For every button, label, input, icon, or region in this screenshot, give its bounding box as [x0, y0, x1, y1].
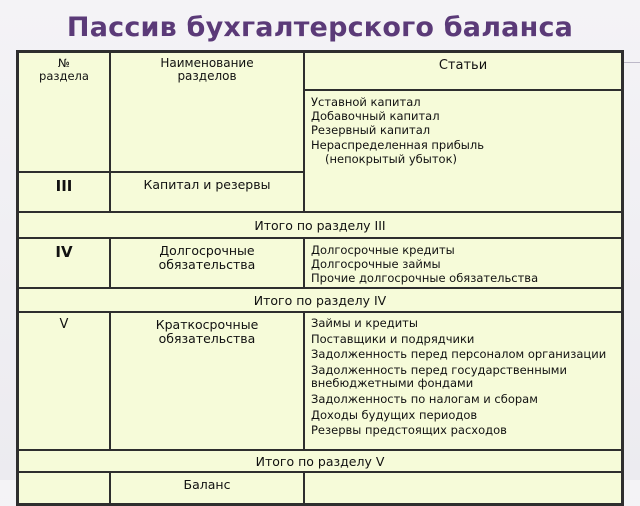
list-item: Долгосрочные займы — [311, 257, 441, 272]
header-section-number — [18, 52, 110, 172]
final-number — [18, 472, 110, 504]
final-name: Баланс — [110, 472, 304, 504]
list-item: Нераспределенная прибыль — [311, 137, 484, 152]
section-v-name-line1: Краткосрочные — [155, 317, 259, 332]
section-iv-name — [110, 238, 304, 288]
header-number-sign: № — [58, 56, 70, 70]
list-item: Долгосрочные кредиты — [311, 243, 455, 257]
list-item: Резервы предстоящих расходов — [311, 423, 507, 438]
section-row-v — [18, 312, 622, 450]
header-section-name — [110, 52, 304, 172]
list-item: Резервный капитал — [311, 123, 431, 138]
final-items — [304, 472, 622, 504]
list-item: Прочие долгосрочные обязательства — [311, 271, 539, 286]
section-iv-name-line2: обязательства — [158, 257, 256, 272]
section-v-name-line2: обязательства — [158, 331, 256, 346]
list-item: Задолженность перед государственными внебюджетными фондами — [311, 362, 567, 391]
list-item: Добавочный капитал — [311, 109, 440, 124]
section-iii-name: Капитал и резервы — [110, 172, 304, 212]
section-v-number: V — [18, 312, 110, 450]
total-row-v — [18, 450, 622, 472]
list-item: Поставщики и подрядчики — [311, 331, 475, 346]
section-iii-items — [304, 90, 622, 212]
slide-title: Пассив бухгалтерского баланса — [66, 12, 574, 43]
list-item: Доходы будущих периодов — [311, 407, 478, 422]
section-iv-name-line1: Долгосрочные — [159, 243, 255, 258]
section-iii-number: III — [18, 172, 110, 212]
header-number-label: раздела — [39, 69, 89, 83]
list-item: Задолженность перед персоналом организации — [311, 347, 607, 362]
header-name-line2: разделов — [177, 69, 237, 83]
final-row — [18, 472, 622, 504]
list-item: (непокрытый убыток) — [325, 151, 458, 166]
list-item: Задолженность по налогам и сборам — [311, 391, 538, 406]
balance-table — [16, 50, 624, 506]
section-iv-number: IV — [18, 238, 110, 288]
list-item: Уставной капитал — [311, 95, 421, 109]
section-v-items — [304, 312, 622, 450]
total-section-iv: Итого по разделу IV — [18, 288, 622, 312]
total-row-iv — [18, 288, 622, 312]
header-items: Статьи — [304, 52, 622, 90]
total-section-iii: Итого по разделу III — [18, 212, 622, 238]
list-item: Займы и кредиты — [311, 316, 418, 330]
section-v-name — [110, 312, 304, 450]
total-row-iii — [18, 212, 622, 238]
section-row-iv — [18, 238, 622, 288]
header-name-line1: Наименование — [160, 56, 254, 70]
section-iv-items — [304, 238, 622, 288]
total-section-v: Итого по разделу V — [18, 450, 622, 472]
header-row — [18, 52, 622, 90]
